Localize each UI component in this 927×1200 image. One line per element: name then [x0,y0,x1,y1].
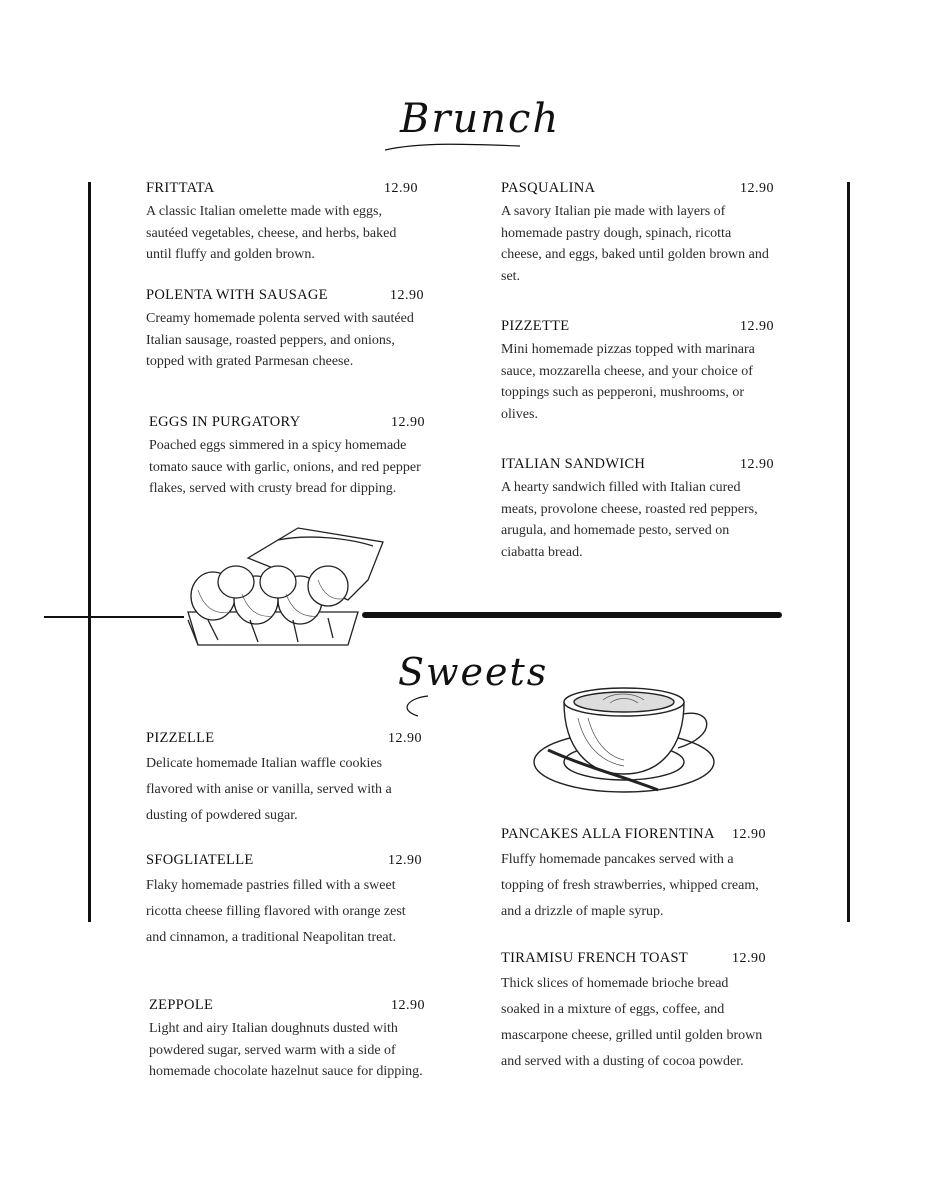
item-description: A hearty sandwich filled with Italian cured meats, provolone cheese, roasted red peppers, arugula, and homemade pesto, served on ciabatta bread. [501,480,758,560]
item-name: PASQUALINA [501,180,596,196]
sweets-section-title: Sweets [398,650,549,694]
item-description: Light and airy Italian doughnuts dusted with powdered sugar, served warm with a side of homemade chocolate hazelnut sauce for dipping. [149,1021,423,1079]
item-name: PANCAKES ALLA FIORENTINA [501,826,715,842]
item-description: Fluffy homemade pancakes served with a topping of fresh strawberries, whipped cream, and a drizzle of maple syrup. [501,852,759,919]
menu-item-italian-sandwich [501,456,774,563]
brunch-underline-swash [380,138,530,156]
menu-item-polenta [146,287,424,373]
item-description: A classic Italian omelette made with eggs, sautéed vegetables, cheese, and herbs, baked until fluffy and golden brown. [146,204,397,262]
menu-item-tiramisu-french-toast [501,950,766,1075]
item-name: FRITTATA [146,180,215,196]
item-price: 12.90 [740,181,774,196]
item-description: Poached eggs simmered in a spicy homemade tomato sauce with garlic, onions, and red pepper flakes, served with crusty bread for dipping. [149,438,421,496]
menu-item-sfogliatelle [146,852,422,951]
menu-item-frittata [146,180,418,266]
right-vertical-rule [847,182,850,922]
item-name: EGGS IN PURGATORY [149,414,301,430]
item-price: 12.90 [384,181,418,196]
center-divider-right [362,612,782,618]
item-description: Flaky homemade pastries filled with a sweet ricotta cheese filling flavored with orange zest and cinnamon, a traditional Neapolitan treat. [146,878,406,945]
brunch-section-title: Brunch [400,96,561,142]
item-name: PIZZETTE [501,318,570,334]
sweets-swash [398,680,448,720]
item-price: 12.90 [391,998,425,1013]
item-price: 12.90 [388,731,422,746]
item-name: PIZZELLE [146,730,215,746]
item-price: 12.90 [732,951,766,966]
item-price: 12.90 [732,827,766,842]
egg-carton-icon [178,520,390,652]
menu-item-pizzette [501,318,774,425]
item-price: 12.90 [390,288,424,303]
menu-item-pancakes-alla-fiorentina [501,826,766,925]
item-description: Mini homemade pizzas topped with marinara sauce, mozzarella cheese, and your choice of toppings such as pepperoni, mushrooms, or olives. [501,342,755,422]
item-description: Thick slices of homemade brioche bread soaked in a mixture of eggs, coffee, and mascarpone cheese, grilled until golden brown and served with a dusting of cocoa powder. [501,976,763,1069]
item-price: 12.90 [388,853,422,868]
menu-item-pasqualina [501,180,774,287]
item-name: TIRAMISU FRENCH TOAST [501,950,689,966]
item-description: Creamy homemade polenta served with sautéed Italian sausage, roasted peppers, and onions, topped with grated Parmesan cheese. [146,311,414,369]
item-price: 12.90 [740,457,774,472]
menu-item-eggs-in-purgatory [149,414,425,500]
item-name: POLENTA WITH SAUSAGE [146,287,328,303]
item-description: A savory Italian pie made with layers of homemade pastry dough, spinach, ricotta cheese, and eggs, baked until golden brown and set. [501,204,769,284]
item-name: ZEPPOLE [149,997,214,1013]
item-description: Delicate homemade Italian waffle cookies flavored with anise or vanilla, served with a dusting of powdered sugar. [146,756,392,823]
item-name: SFOGLIATELLE [146,852,254,868]
menu-item-pizzelle [146,730,422,829]
menu-item-zeppole [149,997,425,1083]
item-name: ITALIAN SANDWICH [501,456,646,472]
coffee-cup-icon [528,678,724,798]
left-vertical-rule [88,182,91,922]
item-price: 12.90 [391,415,425,430]
item-price: 12.90 [740,319,774,334]
center-divider-left [44,616,184,618]
